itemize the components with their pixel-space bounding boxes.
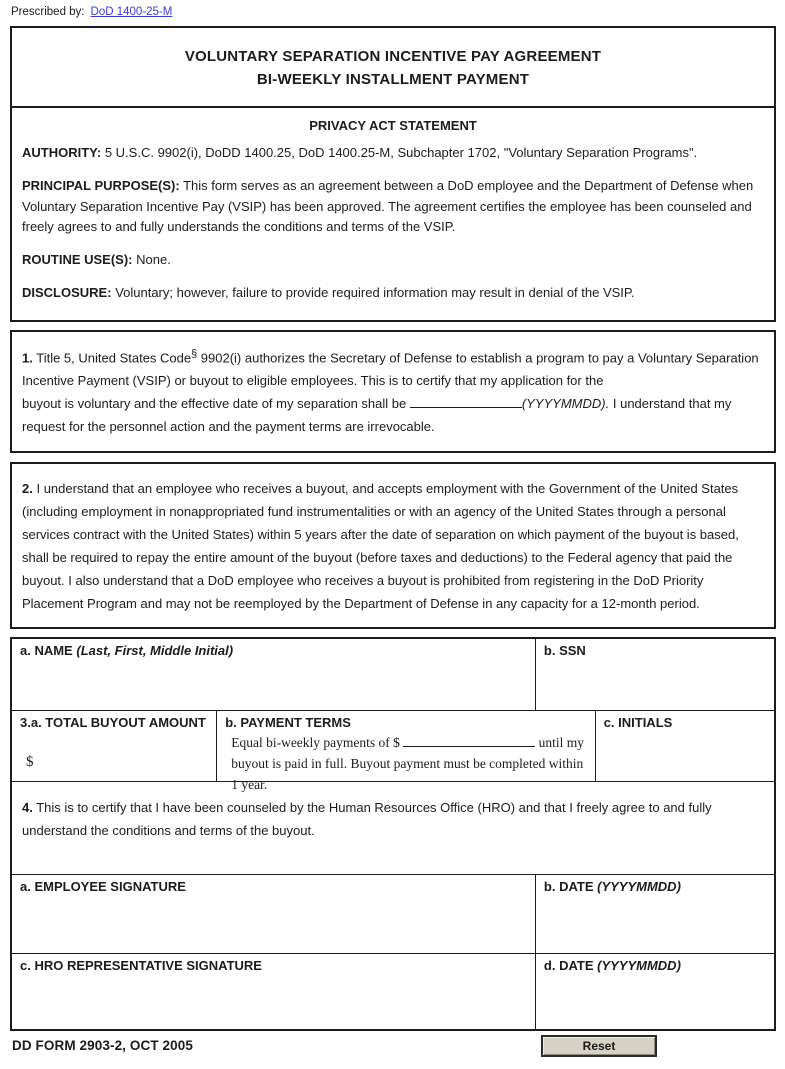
dod-1400-25-m-link[interactable]: DoD 1400-25-M bbox=[90, 6, 173, 18]
authority-label: AUTHORITY: bbox=[22, 145, 102, 160]
section-1-box bbox=[10, 330, 776, 453]
section-2-paragraph bbox=[22, 477, 764, 616]
disclosure-label: DISCLOSURE: bbox=[22, 284, 112, 300]
employee-date-hint: (YYYYMMDD) bbox=[597, 879, 681, 895]
routine-use-text: None. bbox=[136, 252, 171, 268]
hro-signature-cell bbox=[12, 954, 535, 1029]
payment-terms-text-before: Equal bi-weekly payments of $ bbox=[231, 735, 400, 751]
hro-date-label: d. DATE bbox=[543, 958, 594, 974]
spacer bbox=[10, 322, 776, 330]
hro-date-label-line bbox=[544, 958, 766, 973]
section-1-text-b: 9902(i) authorizes the Secretary of Defense to establish a program to pay a Voluntary Separation Incentive Payment (VSIP) or buyout to eligible employees. This is to certify that my application for the bbox=[22, 350, 759, 389]
form-title bbox=[12, 28, 774, 108]
form-footer bbox=[10, 1035, 776, 1061]
section-1-paragraph bbox=[22, 345, 764, 439]
hro-date-input-area[interactable] bbox=[544, 973, 766, 993]
spacer bbox=[10, 629, 776, 637]
payment-terms-label: b. PAYMENT TERMS bbox=[225, 715, 351, 731]
authority-paragraph bbox=[22, 143, 764, 164]
disclosure-text: Voluntary; however, failure to provide required information may result in denial of the VSIP. bbox=[115, 284, 635, 300]
section-symbol: § bbox=[191, 347, 198, 360]
principal-purpose-text: This form serves as an agreement between a DoD employee and the Department of Defense when Voluntary Separation Incentive Pay (VSIP) has been approved. The agreement certifies the employee has been counseled and freely agrees to and fully understands the conditions and terms of the VSIP. bbox=[22, 177, 754, 235]
name-input-area[interactable] bbox=[20, 658, 527, 678]
form-title-line1: VOLUNTARY SEPARATION INCENTIVE PAY AGREEMENT bbox=[184, 48, 602, 65]
name-label-line bbox=[20, 643, 527, 658]
section-4-number: 4. bbox=[22, 800, 33, 816]
section-4-paragraph bbox=[22, 796, 764, 842]
section-2-number: 2. bbox=[22, 480, 33, 496]
section-4-text: This is to certify that I have been counseled by the Human Resources Office (HRO) and that I freely agree to and fully understand the conditions and terms of the buyout. bbox=[22, 800, 712, 839]
section-1-number: 1. bbox=[22, 350, 33, 366]
privacy-act-heading: PRIVACY ACT STATEMENT bbox=[309, 118, 477, 133]
separation-date-field[interactable] bbox=[410, 394, 522, 408]
privacy-act-section bbox=[12, 108, 774, 320]
employee-signature-input-area[interactable] bbox=[20, 894, 527, 914]
routine-use-label: ROUTINE USE(S): bbox=[22, 252, 133, 268]
form-title-line2: BI-WEEKLY INSTALLMENT PAYMENT bbox=[256, 71, 530, 89]
employee-date-label-line bbox=[544, 879, 766, 894]
section-2-text: I understand that an employee who receives a buyout, and accepts employment with the Government of the United States (including employment in nonappropriated fund instrumentalities or with an agency of the United States through a personal services contract with the United States) within 5 years after the date of separation on which payment of the buyout is based, shall be required to repay the entire amount of the buyout (before taxes and deductions) to the Federal agency that paid the buyout. I also understand that a DoD employee who receives a buyout is prohibited from registering in the DoD Priority Placement Program and may not be reemployed by the Department of Defense in any capacity for a 12-month period. bbox=[22, 480, 739, 612]
ssn-input-area[interactable] bbox=[544, 658, 766, 678]
payment-terms-text bbox=[231, 733, 586, 796]
hro-signature-label: c. HRO REPRESENTATIVE SIGNATURE bbox=[20, 958, 262, 974]
spacer bbox=[10, 453, 776, 462]
employee-date-cell bbox=[535, 875, 774, 953]
section-2-box bbox=[10, 462, 776, 630]
total-buyout-amount-label: 3.a. TOTAL BUYOUT AMOUNT bbox=[20, 715, 206, 731]
routine-use-paragraph bbox=[22, 250, 764, 271]
prescribed-by-line bbox=[11, 6, 785, 18]
total-buyout-amount-input-area[interactable] bbox=[37, 746, 157, 766]
initials-label: c. INITIALS bbox=[603, 715, 673, 731]
payment-terms-cell bbox=[216, 711, 594, 793]
dollar-sign: $ bbox=[26, 754, 34, 771]
form-body bbox=[10, 26, 776, 1061]
name-cell bbox=[12, 639, 535, 710]
buyout-amount-row bbox=[12, 710, 774, 793]
employee-signature-label: a. EMPLOYEE SIGNATURE bbox=[20, 879, 186, 895]
separation-date-format-note: (YYYYMMDD). bbox=[521, 396, 610, 412]
currency-row bbox=[26, 746, 208, 771]
section-1-text-a: Title 5, United States Code bbox=[36, 350, 192, 366]
initials-cell bbox=[595, 711, 774, 781]
hro-date-cell bbox=[535, 954, 774, 1029]
name-label: a. NAME bbox=[20, 643, 73, 659]
section-1-text-c: buyout is voluntary and the effective date of my separation shall be bbox=[22, 396, 407, 412]
principal-purpose-paragraph bbox=[22, 176, 764, 238]
employee-date-input-area[interactable] bbox=[544, 894, 766, 914]
total-buyout-amount-cell bbox=[12, 711, 216, 781]
ssn-label: b. SSN bbox=[543, 643, 586, 659]
hro-signature-input-area[interactable] bbox=[20, 973, 527, 993]
initials-input-area[interactable] bbox=[604, 730, 766, 750]
principal-purpose-label: PRINCIPAL PURPOSE(S): bbox=[22, 177, 180, 193]
name-ssn-row bbox=[12, 639, 774, 710]
prescribed-by-label: Prescribed by: bbox=[11, 6, 85, 18]
authority-text: 5 U.S.C. 9902(i), DoDD 1400.25, DoD 1400.25-M, Subchapter 1702, "Voluntary Separation Programs". bbox=[104, 145, 698, 160]
payment-terms-text-after: until my buyout is paid in full. Buyout payment must be completed within 1 year. bbox=[231, 735, 585, 793]
section-1-text-d: I understand that my request for the personnel action and the payment terms are irrevocable. bbox=[22, 396, 732, 435]
form-fields-table bbox=[10, 637, 776, 1031]
form-number: DD FORM 2903-2, OCT 2005 bbox=[12, 1038, 193, 1054]
hro-date-hint: (YYYYMMDD) bbox=[597, 958, 681, 974]
ssn-cell bbox=[535, 639, 774, 710]
employee-signature-row bbox=[12, 874, 774, 953]
employee-signature-cell bbox=[12, 875, 535, 953]
hro-signature-row bbox=[12, 953, 774, 1029]
disclosure-paragraph bbox=[22, 283, 764, 304]
name-hint: (Last, First, Middle Initial) bbox=[76, 643, 234, 659]
employee-date-label: b. DATE bbox=[543, 879, 594, 895]
biweekly-payment-amount-field[interactable] bbox=[403, 733, 535, 747]
title-privacy-box bbox=[10, 26, 776, 322]
reset-button[interactable]: Reset bbox=[541, 1035, 657, 1057]
